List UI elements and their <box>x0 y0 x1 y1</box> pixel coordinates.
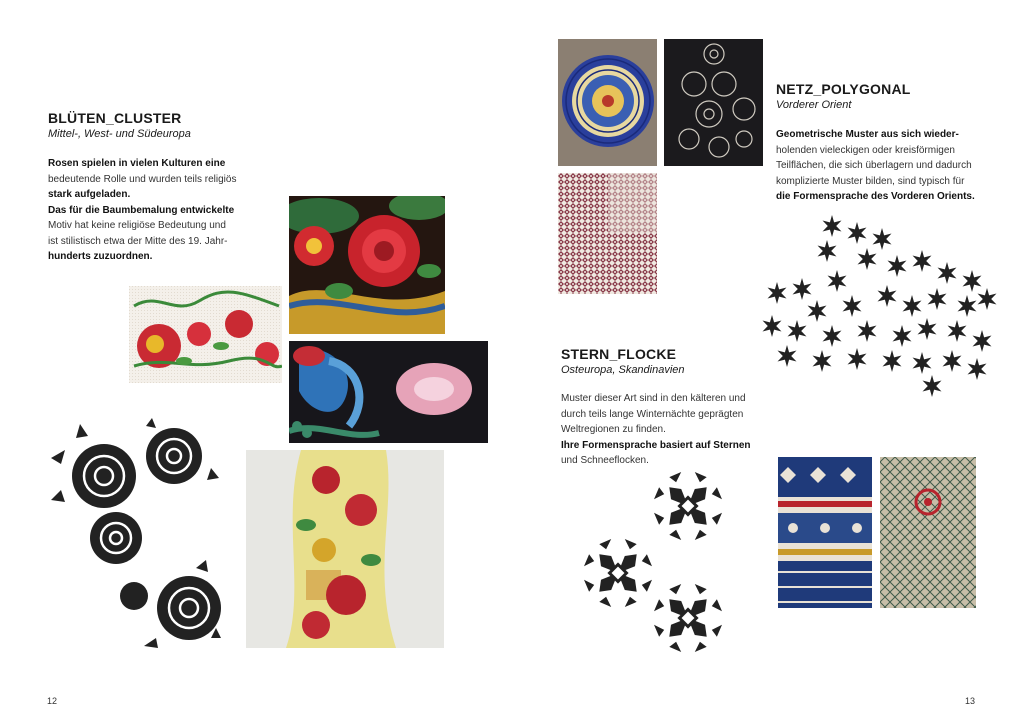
star-shape <box>978 288 997 310</box>
hanging-textile-photo <box>246 450 444 648</box>
star-shape <box>763 315 782 337</box>
stern-text-line: Muster dieser Art sind in den kälteren und <box>561 393 746 404</box>
star-shape <box>923 375 942 397</box>
star-shape <box>913 250 932 272</box>
page-number-right: 13 <box>965 696 976 706</box>
star-shape <box>818 240 837 262</box>
bluten-text-line: hunderts zuzuordnen. <box>48 251 153 262</box>
black-lace-photo <box>664 39 763 166</box>
star-network-graphic <box>757 211 997 401</box>
star-shape <box>843 295 862 317</box>
star-shape <box>928 288 947 310</box>
bluten-text-line: bedeutende Rolle und wurden teils religiös <box>48 173 237 185</box>
netz-text-line: Teilflächen, die sich überlagern und dadurch <box>776 160 972 171</box>
knit-pattern-photo-2 <box>880 457 976 608</box>
star-shape <box>893 325 912 347</box>
star-shape <box>878 285 897 307</box>
painted-roses-photo <box>289 196 445 334</box>
snowflake-motif-graphic <box>583 468 733 653</box>
star-shape <box>943 350 962 372</box>
netz-description <box>776 127 1001 205</box>
star-shape <box>793 278 812 300</box>
stern-text-line: Weltregionen zu finden. <box>561 424 666 435</box>
netz-section-header <box>776 81 996 111</box>
star-shape <box>888 255 907 277</box>
star-shape <box>913 352 932 374</box>
star-shape <box>858 248 877 270</box>
star-shape <box>828 270 847 292</box>
bluten-title: BLÜTEN_CLUSTER <box>48 110 182 126</box>
rose-cluster-graphic <box>46 418 221 653</box>
stern-text-line: Ihre Formensprache basiert auf Sternen <box>561 439 751 451</box>
star-shape <box>788 320 807 342</box>
star-shape <box>873 228 892 250</box>
star-shape <box>768 282 787 304</box>
star-shape <box>938 262 957 284</box>
netz-text-line: komplizierte Muster bilden, sind typisch für <box>776 175 965 187</box>
star-shape <box>883 350 902 372</box>
star-shape <box>848 222 867 244</box>
bluten-region: Mittel-, West- und Südeuropa <box>48 128 191 140</box>
knit-pattern-photo-1 <box>778 457 872 608</box>
geometric-pattern-photo <box>558 173 657 294</box>
bluten-text-line: Rosen spielen in vielen Kulturen eine <box>48 158 226 169</box>
stern-text-line: und Schneeflocken. <box>561 455 649 466</box>
netz-region: Vorderer Orient <box>776 99 852 111</box>
star-shape <box>918 318 937 340</box>
stern-region: Osteuropa, Skandinavien <box>561 364 685 376</box>
star-shape <box>958 295 977 317</box>
bluten-section-header <box>48 110 288 140</box>
star-shape <box>948 320 967 342</box>
star-shape <box>968 358 987 380</box>
decorated-plate-photo <box>558 39 657 166</box>
bluten-text-line: stark aufgeladen. <box>48 189 131 200</box>
bluten-description <box>48 156 288 265</box>
snowflake-shape <box>654 584 722 652</box>
page-number-left: 12 <box>47 696 58 706</box>
netz-text-line: Geometrische Muster aus sich wieder- <box>776 129 959 140</box>
stern-section-header <box>561 346 761 376</box>
floral-fabric-photo <box>289 341 488 443</box>
snowflake-shape <box>584 539 652 607</box>
star-shape <box>778 345 797 367</box>
cross-stitch-rose-photo <box>129 286 282 383</box>
star-shape <box>858 320 877 342</box>
star-shape <box>848 348 867 370</box>
star-shape <box>963 270 982 292</box>
star-shape <box>973 330 992 352</box>
star-shape <box>903 295 922 317</box>
bluten-text-line: Das für die Baumbemalung entwickelte <box>48 204 235 216</box>
stern-description <box>561 391 771 469</box>
star-shape <box>813 350 832 372</box>
bluten-text-line: Motiv hat keine religiöse Bedeutung und <box>48 220 226 231</box>
snowflake-shape <box>654 472 722 540</box>
netz-text-line: die Formensprache des Vorderen Orients. <box>776 191 975 202</box>
star-shape <box>823 325 842 347</box>
netz-text-line: holenden vieleckigen oder kreisförmigen <box>776 144 955 156</box>
star-shape <box>808 300 827 322</box>
stern-title: STERN_FLOCKE <box>561 346 677 362</box>
netz-title: NETZ_POLYGONAL <box>776 81 911 97</box>
star-shape <box>823 215 842 237</box>
stern-text-line: durch teils lange Winternächte geprägten <box>561 408 744 420</box>
bluten-text-line: ist stilistisch etwa der Mitte des 19. Jahr- <box>48 235 228 247</box>
